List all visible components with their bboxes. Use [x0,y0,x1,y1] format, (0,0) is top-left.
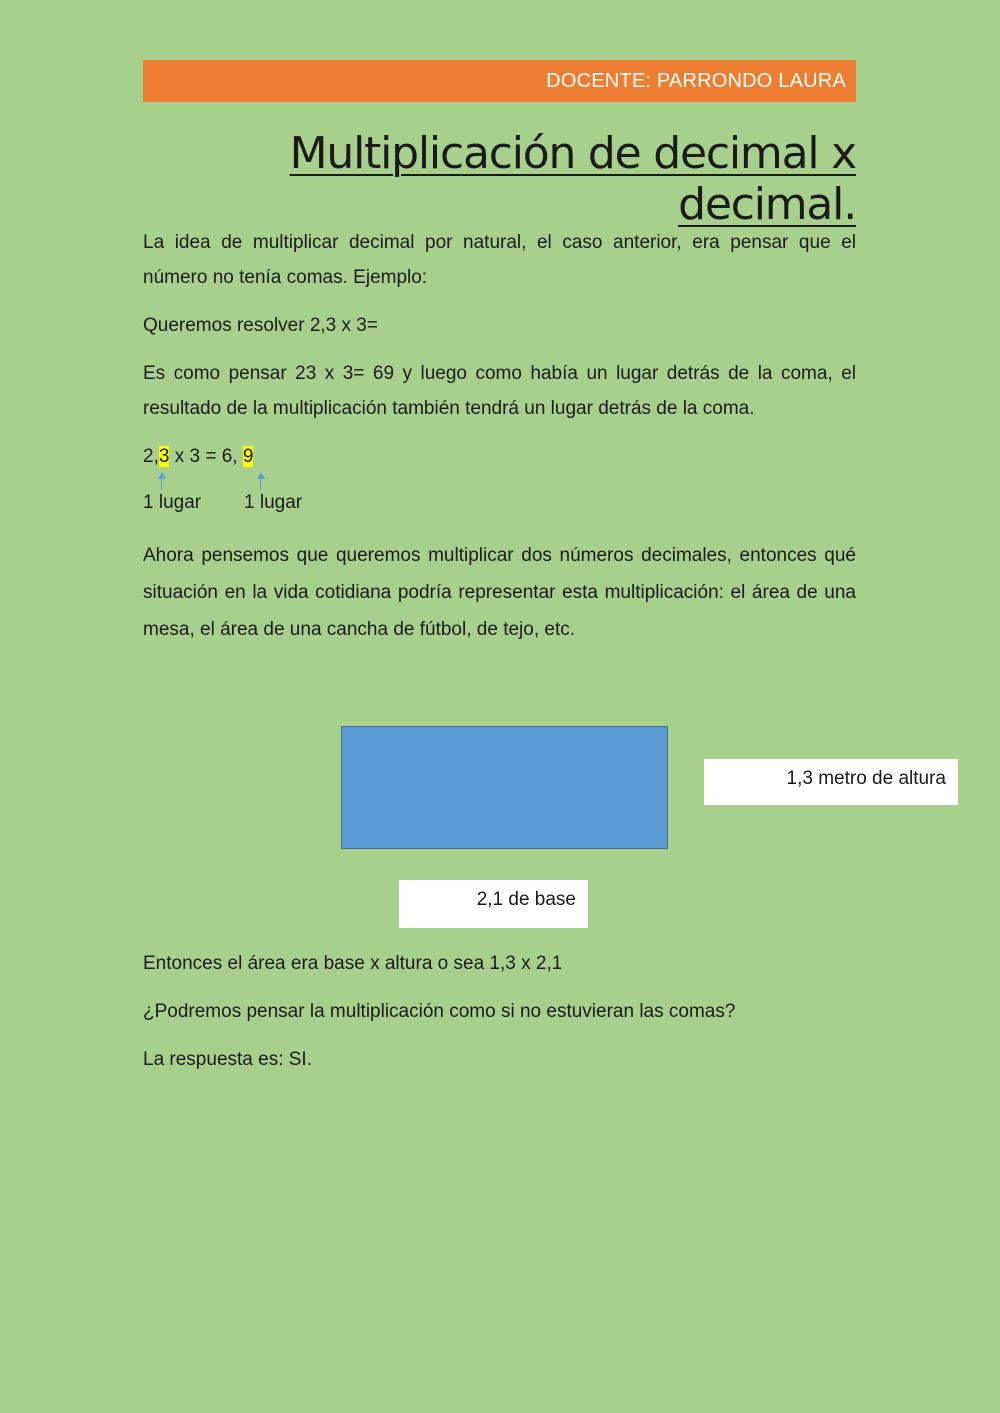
teacher-name: DOCENTE: PARRONDO LAURA [546,70,846,92]
base-label: 2,1 de base [476,889,576,910]
page-title-text: Multiplicación de decimal x decimal. [289,128,856,230]
pregunta-paragraph: ¿Podremos pensar la multiplicación como si no estuvieran las comas? [143,1001,736,1022]
ahora-first-word: Ahora [143,545,194,566]
explicacion-paragraph: Es como pensar 23 x 3= 69 y luego como había un lugar detrás de la coma, el resultado de la multiplicación también tendrá un lugar detrás de la coma. [143,363,856,419]
highlight-decimal-digit: 3 [158,446,170,467]
area-paragraph: Entonces el área era base x altura o sea 1,3 x 2,1 [143,953,563,974]
height-label-box [704,759,958,805]
area-rectangle [341,726,668,849]
page-title [143,128,856,230]
intro-paragraph: La idea de multiplicar decimal por natural, el caso anterior, era pensar que el número no tenía comas. Ejemplo: [143,232,856,288]
example-part2: x 3 = 6, [169,446,243,467]
example-equation [143,439,856,474]
height-label: 1,3 metro de altura [786,768,946,789]
lugar-label-2: 1 lugar [244,492,303,513]
ahora-rest: pensemos que queremos multiplicar dos números decimales, entonces qué situación en la vida cotidiana podría representar esta multiplicación: el área de una mesa, el área de una cancha de fútbol, de tejo, etc. [143,545,856,640]
highlight-result-digit: 9 [242,446,254,467]
example-part1: 2, [143,446,159,467]
queremos-paragraph: Queremos resolver 2,3 x 3= [143,315,378,336]
ahora-paragraph [143,537,856,648]
lugar-label-1: 1 lugar [143,492,202,513]
respuesta-paragraph: La respuesta es: SI. [143,1049,312,1070]
base-label-box [399,880,588,928]
header-bar [143,60,856,102]
